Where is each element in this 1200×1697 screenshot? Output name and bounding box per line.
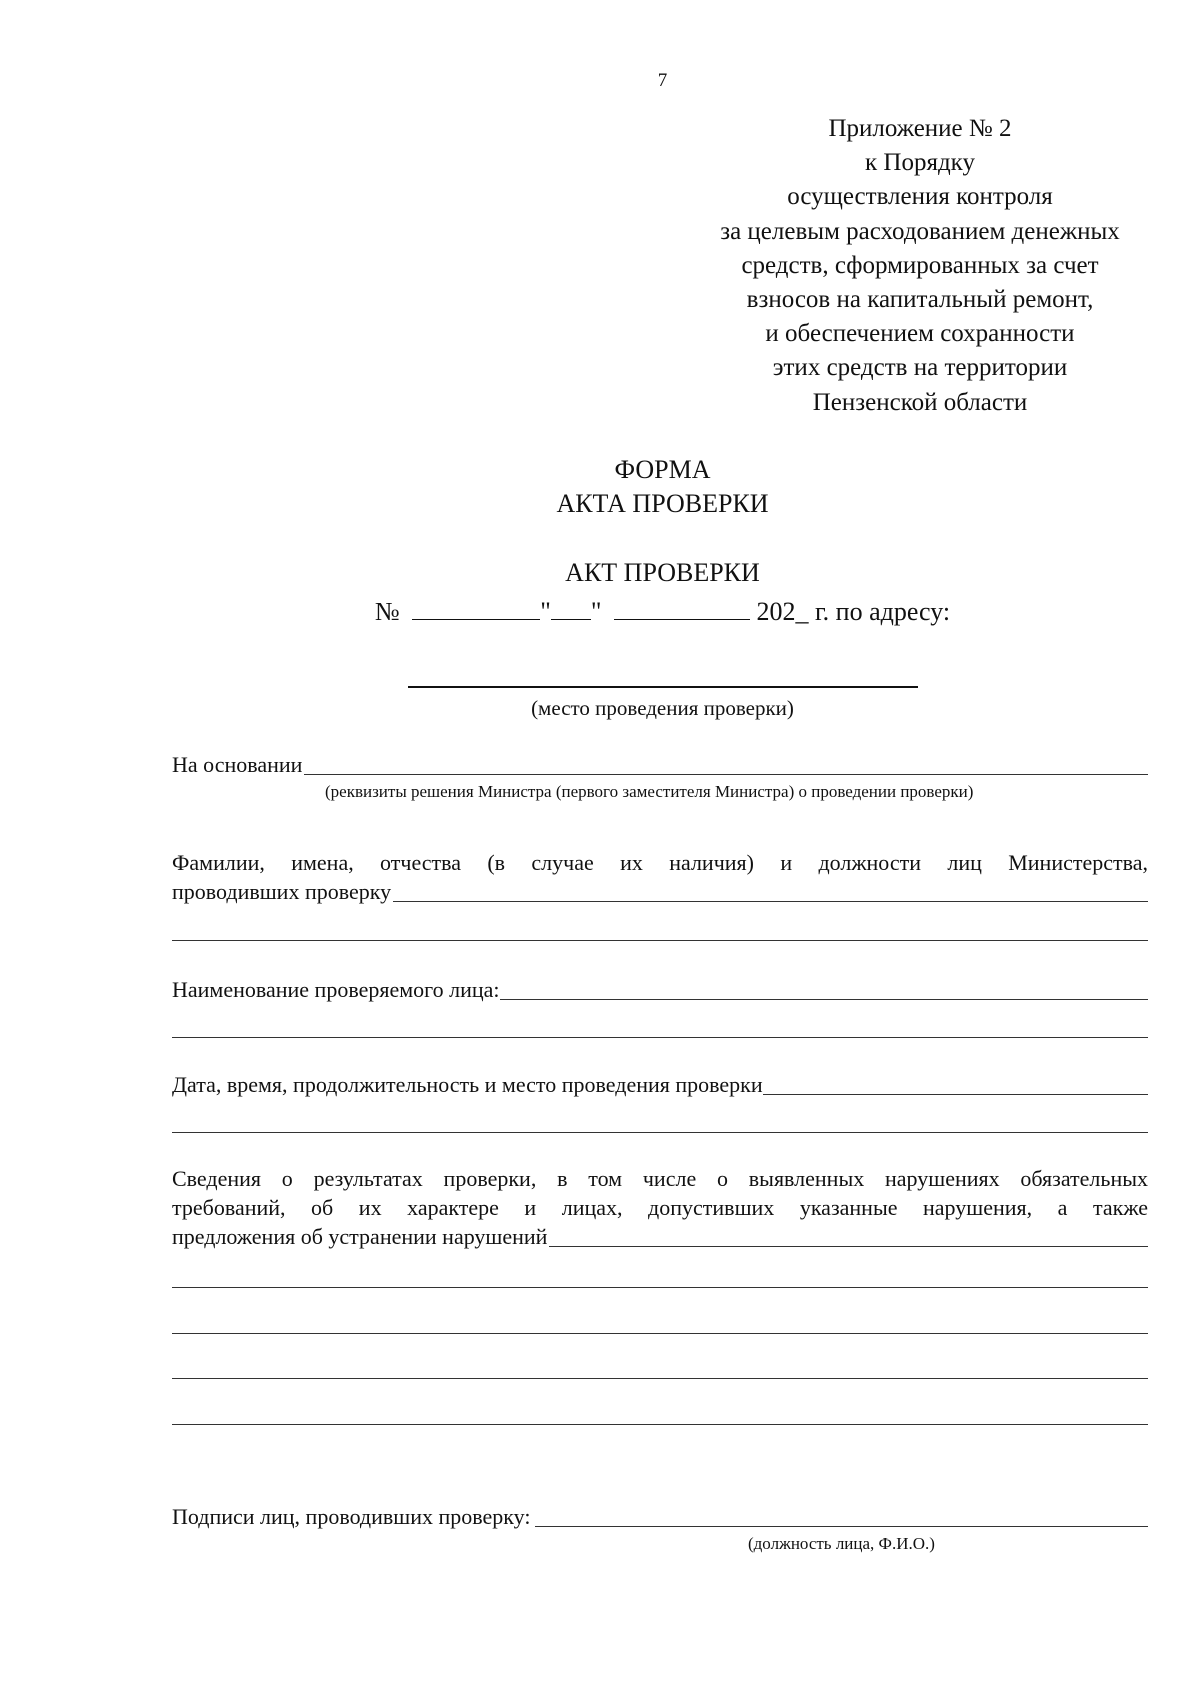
page-number: 7 xyxy=(657,70,668,91)
act-number-field[interactable] xyxy=(412,593,540,620)
results-line[interactable] xyxy=(172,1378,1148,1379)
basis-row xyxy=(172,750,1148,779)
appendix-line: и обеспечением сохранности xyxy=(765,320,1075,348)
place-caption: (место проведения проверки) xyxy=(531,696,794,720)
quote-open: " xyxy=(540,597,551,626)
appendix-line: за целевым расходованием денежных xyxy=(720,217,1120,245)
inspectors-extra-line[interactable] xyxy=(172,940,1148,941)
form-subtitle: АКТА ПРОВЕРКИ xyxy=(556,489,769,518)
results-text-1: Сведения о результатах проверки, в том числе о выявленных нарушениях обязательных xyxy=(172,1166,1148,1191)
basis-field[interactable] xyxy=(304,754,1148,775)
datetime-label: Дата, время, продолжительность и место проведения проверки xyxy=(172,1072,763,1097)
results-row xyxy=(172,1222,1148,1251)
inspectors-field[interactable] xyxy=(393,881,1148,902)
entity-row xyxy=(172,975,1148,1004)
appendix-line: взносов на капитальный ремонт, xyxy=(746,286,1094,314)
basis-caption: (реквизиты решения Министра (первого заместителя Министра) о проведении проверки) xyxy=(325,782,974,801)
appendix-line: Пензенской области xyxy=(812,388,1028,416)
appendix-line: Приложение № 2 xyxy=(828,115,1012,142)
entity-extra-line[interactable] xyxy=(172,1037,1148,1038)
results-label: предложения об устранении нарушений xyxy=(172,1224,548,1249)
basis-label: На основании xyxy=(172,752,303,777)
datetime-extra-line[interactable] xyxy=(172,1132,1148,1133)
datetime-field[interactable] xyxy=(763,1074,1148,1095)
appendix-line: к Порядку xyxy=(865,149,975,177)
act-number-line xyxy=(0,593,1200,627)
results-text-2: требований, об их характере и лицах, допустивших указанные нарушения, а также xyxy=(172,1195,1148,1220)
inspectors-row xyxy=(172,877,1148,906)
datetime-row xyxy=(172,1070,1148,1099)
results-field[interactable] xyxy=(549,1226,1148,1247)
place-field[interactable] xyxy=(408,686,918,688)
act-day-field[interactable] xyxy=(551,593,591,620)
act-title: АКТ ПРОВЕРКИ xyxy=(565,558,760,587)
signatures-caption: (должность лица, Ф.И.О.) xyxy=(748,1534,935,1553)
results-line[interactable] xyxy=(172,1287,1148,1288)
entity-field[interactable] xyxy=(500,979,1148,1000)
signatures-field[interactable] xyxy=(535,1506,1149,1527)
appendix-header xyxy=(655,112,1185,420)
quote-close: " xyxy=(590,597,602,626)
inspectors-text: Фамилии, имена, отчества (в случае их наличия) и должности лиц Министерства, xyxy=(172,850,1148,875)
entity-label: Наименование проверяемого лица: xyxy=(172,977,500,1002)
appendix-line: средств, сформированных за счет xyxy=(741,251,1099,279)
act-year-text: 202_ г. по адресу: xyxy=(756,597,951,626)
appendix-line: осуществления контроля xyxy=(787,183,1053,211)
signatures-row xyxy=(172,1502,1148,1531)
form-title: ФОРМА xyxy=(614,455,711,484)
signatures-label: Подписи лиц, проводивших проверку: xyxy=(172,1504,531,1529)
results-line[interactable] xyxy=(172,1424,1148,1425)
act-month-field[interactable] xyxy=(614,593,750,620)
number-sign: № xyxy=(374,597,400,626)
appendix-line: этих средств на территории xyxy=(772,354,1068,382)
inspectors-label: проводивших проверку xyxy=(172,879,392,904)
results-line[interactable] xyxy=(172,1333,1148,1334)
